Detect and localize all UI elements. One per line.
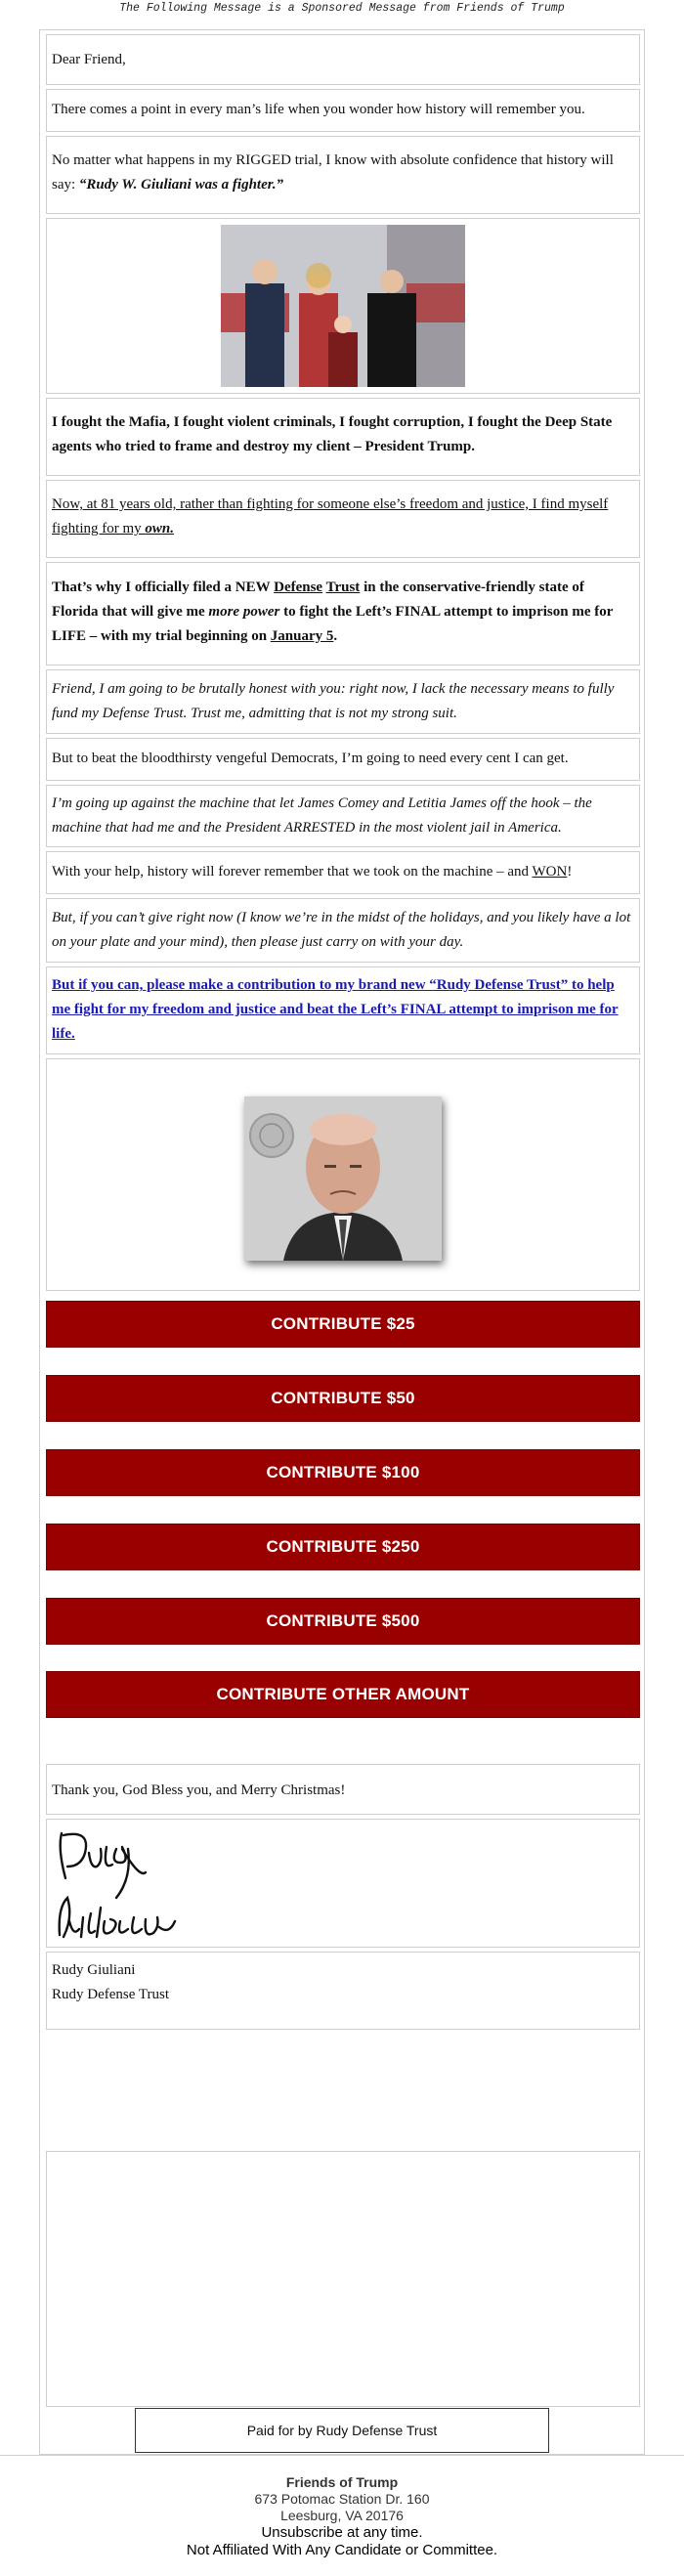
greeting-block [46,34,640,85]
photo-block [46,218,640,394]
age-paragraph [52,493,634,541]
signature-org: Rudy Defense Trust [52,1987,170,2002]
rigged-text: No matter what happens in my RIGGED trial, I know with absolute confidence that history will say: [52,152,614,193]
footer-city: Leesburg, VA 20176 [280,2508,404,2523]
thanks-paragraph: Thank you, God Bless you, and Merry Christmas! [52,1782,346,1798]
beat-block [46,738,640,781]
empty-block [46,2151,640,2407]
footer-disclaimer: Not Affiliated With Any Candidate or Committee. [186,2542,498,2558]
age-block [46,480,640,558]
unsubscribe-link[interactable]: Unsubscribe at any time. [261,2524,423,2541]
signature-image [52,1820,208,1949]
honest-paragraph: Friend, I am going to be brutally honest with you: right now, I lack the necessary means to fully fund my Defense Trust. Trust me, admitting that is not my strong suit. [52,681,615,721]
contribute-other-button[interactable]: CONTRIBUTE OTHER AMOUNT [46,1671,640,1718]
history-paragraph: There comes a point in every man’s life when you wonder how history will remember you. [52,102,585,117]
honest-block [46,669,640,734]
rigged-paragraph [52,149,634,197]
contribute-50-button[interactable]: CONTRIBUTE $50 [46,1375,640,1422]
trust-more-power: more power [208,604,280,620]
signature-text-block [46,1952,640,2030]
swearing-in-photo [221,225,465,387]
trust-block [46,562,640,665]
own-word: own. [145,521,175,537]
fought-paragraph: I fought the Mafia, I fought violent criminals, I fought corruption, I fought the Deep State agents who tried to frame and destroy my client – President Trump. [52,414,613,454]
trust-date: January 5 [270,628,334,644]
contribute-500-button[interactable]: CONTRIBUTE $500 [46,1598,640,1645]
footer-org: Friends of Trump [285,2474,399,2490]
paid-for-box: Paid for by Rudy Defense Trust [135,2408,549,2453]
fought-block [46,398,640,476]
trust-text-d: . [333,628,338,644]
thanks-block [46,1764,640,1815]
mugshot-illustration [244,1096,442,1261]
footer-street: 673 Potomac Station Dr. 160 [254,2491,430,2507]
history-block [46,89,640,132]
mugshot-block [46,1058,640,1291]
holidays-block [46,898,640,963]
trust-paragraph [52,576,634,649]
mugshot-photo [244,1096,442,1261]
signature-name: Rudy Giuliani [52,1962,136,1978]
trust-text-b: in the conservative-friendly state of Florida that will give me [52,580,584,620]
greeting: Dear Friend, [52,52,126,67]
machine-paragraph: I’m going up against the machine that let James Comey and Letitia James off the hook – the machine that had me and the President ARRESTED in the most violent jail in America. [52,795,592,836]
won-end: ! [567,864,573,880]
beat-paragraph: But to beat the bloodthirsty vengeful Democrats, I’m going to need every cent I can get. [52,751,569,766]
contribute-25-button[interactable]: CONTRIBUTE $25 [46,1301,640,1348]
won-paragraph [52,860,634,884]
won-text: With your help, history will forever remember that we took on the machine – and [52,864,533,880]
trust-text-a: That’s why I officially filed a NEW [52,580,275,595]
trust-defense: Defense [274,580,323,595]
contribute-link[interactable]: But if you can, please make a contribution to my brand new “Rudy Defense Trust” to help me fight for my freedom and justice and beat the Left’s FINAL attempt to imprison me for life. [52,977,619,1042]
photo-illustration [221,225,465,387]
machine-block [46,785,640,847]
footer [0,2455,684,2576]
holidays-paragraph: But, if you can’t give right now (I know we’re in the midst of the holidays, and you likely have a lot on your plate and your mind), then please just carry on with your day. [52,910,631,950]
won-block [46,851,640,894]
sponsored-banner: The Following Message is a Sponsored Message from Friends of Trump [119,2,565,15]
signature-image-block [46,1819,640,1948]
age-text: Now, at 81 years old, rather than fighting for someone else’s freedom and justice, I find myself fighting for my [52,496,609,537]
contribute-100-button[interactable]: CONTRIBUTE $100 [46,1449,640,1496]
fighter-quote: “Rudy W. Giuliani was a fighter.” [78,177,283,193]
trust-trust: Trust [325,580,361,595]
rigged-block [46,136,640,214]
contribute-250-button[interactable]: CONTRIBUTE $250 [46,1524,640,1570]
trust-text-c: to fight the Left’s FINAL attempt to imprison me for LIFE – with my trial beginning on [52,604,614,644]
email-body [39,29,645,2455]
contribute-link-block [46,966,640,1054]
won-word: WON [532,864,568,880]
